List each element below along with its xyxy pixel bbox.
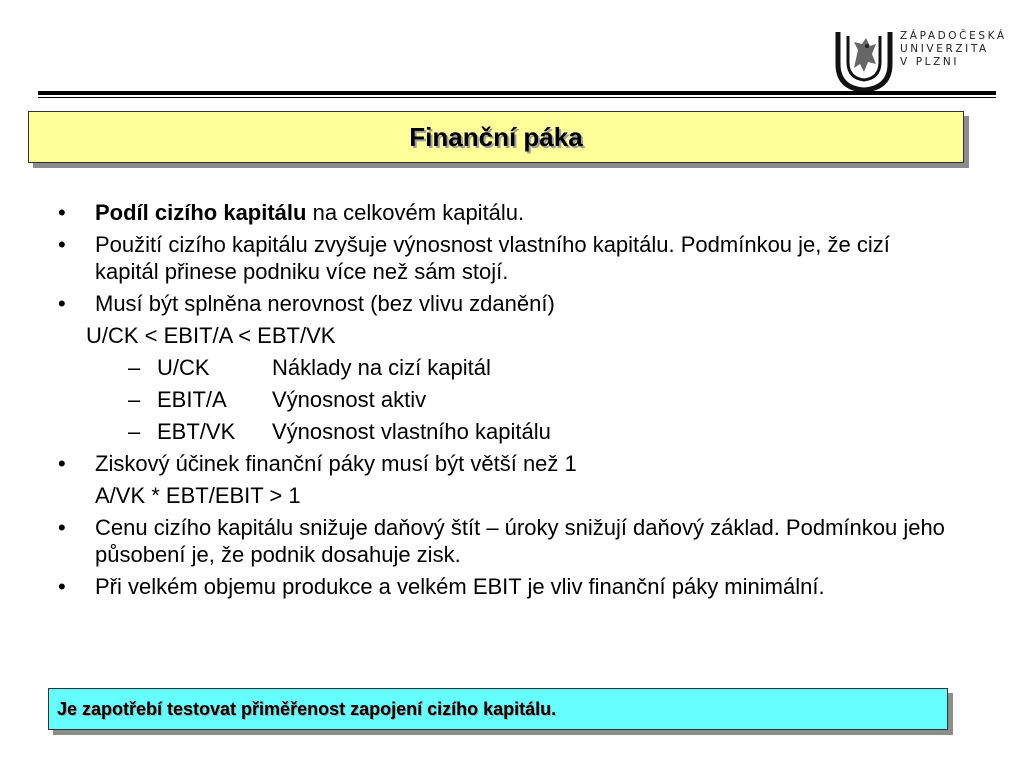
- slide-title: Finanční páka: [409, 121, 583, 152]
- header-divider: [38, 91, 996, 95]
- sub-item: [58, 386, 958, 413]
- formula-line: A/VK * EBT/EBIT > 1: [95, 483, 301, 508]
- bullet-marker: •: [58, 574, 66, 599]
- sub-item: [58, 418, 958, 445]
- bullet-text: Při velkém objemu produkce a velkém EBIT je vliv finanční páky minimální.: [95, 574, 825, 599]
- note-text: Je zapotřebí testovat přiměřenost zapojení cizího kapitálu.: [57, 698, 557, 719]
- bullet-item: [58, 514, 958, 568]
- sub-desc: Výnosnost vlastního kapitálu: [272, 419, 551, 444]
- bullet-text: na celkovém kapitálu.: [306, 200, 525, 225]
- sub-desc: Výnosnost aktiv: [272, 387, 427, 412]
- sub-term: EBIT/A: [157, 387, 227, 412]
- slide-content: [58, 199, 958, 605]
- bullet-marker: •: [58, 451, 66, 476]
- header-divider-thin: [38, 97, 996, 98]
- university-logo: [834, 28, 1007, 92]
- bullet-text: Musí být splněna nerovnost (bez vlivu zdanění): [95, 291, 555, 316]
- sub-marker: –: [128, 387, 141, 412]
- sub-term: EBT/VK: [157, 419, 236, 444]
- bullet-marker: •: [58, 515, 66, 540]
- sub-item: [58, 354, 958, 381]
- bullet-text: Použití cizího kapitálu zvyšuje výnosnost vlastního kapitálu. Podmínkou je, že cizí kapitál přinese podniku více než sám stojí.: [95, 232, 890, 284]
- bullet-item: [58, 573, 958, 600]
- bullet-text: Cenu cizího kapitálu snižuje daňový štít – úroky snižují daňový základ. Podmínkou jeho působení je, že podnik dosahuje zisk.: [95, 515, 945, 567]
- logo-line: UNIVERZITA: [900, 43, 989, 55]
- bullet-marker: •: [58, 200, 66, 225]
- sub-marker: –: [128, 419, 141, 444]
- bullet-item: [58, 199, 958, 226]
- sub-term: U/CK: [157, 355, 210, 380]
- sub-desc: Náklady na cizí kapitál: [272, 355, 491, 380]
- bullet-item: [58, 290, 958, 317]
- bullet-bold-text: Podíl cizího kapitálu: [95, 200, 307, 225]
- sub-marker: –: [128, 355, 141, 380]
- inequality-line: U/CK < EBIT/A < EBT/VK: [86, 323, 336, 348]
- lion-shield-icon: [834, 28, 894, 92]
- bullet-item: [58, 450, 958, 477]
- bullet-text: Ziskový účinek finanční páky musí být větší než 1: [95, 451, 577, 476]
- bullet-item: [58, 231, 958, 285]
- note-box: [48, 688, 948, 730]
- bullet-marker: •: [58, 291, 66, 316]
- university-name: [900, 30, 1007, 69]
- bullet-marker: •: [58, 232, 66, 257]
- logo-line: ZÁPADOČESKÁ: [900, 30, 1007, 42]
- title-box: [28, 111, 964, 163]
- logo-line: V PLZNI: [900, 56, 960, 68]
